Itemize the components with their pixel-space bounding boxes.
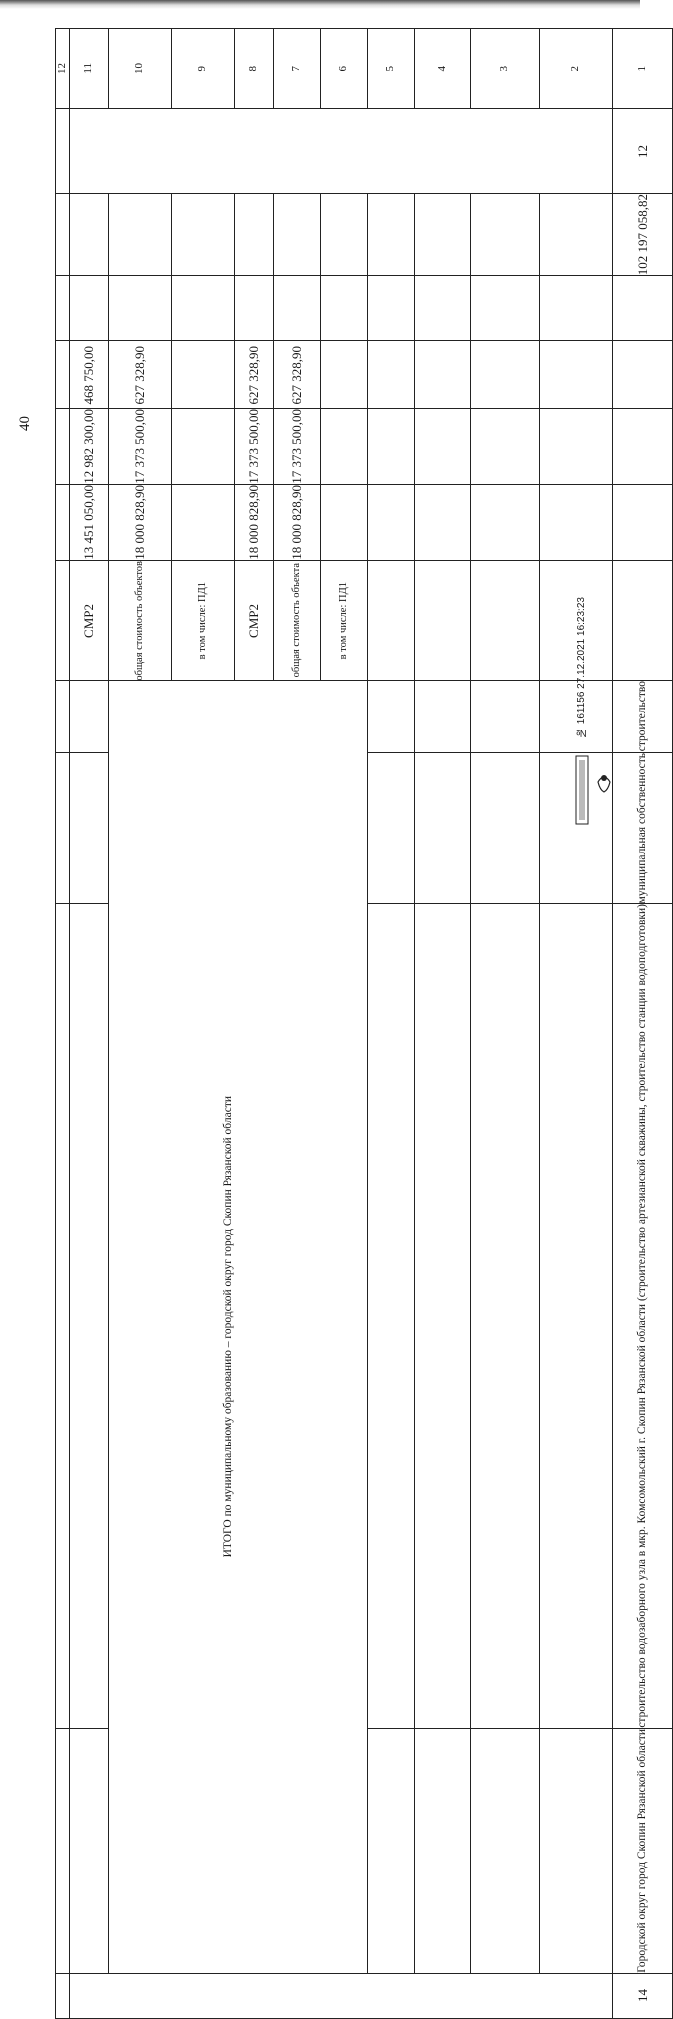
table-row: [56, 409, 673, 485]
page-number: 40: [17, 416, 33, 432]
cell-col5: строительство: [613, 681, 673, 752]
cell-total-col8: 17 373 500,00: [235, 409, 274, 485]
cell-total-col7: 18 000 828,90: [235, 485, 274, 561]
column-number: 9: [172, 29, 235, 109]
cell-total-col6: общая стоимость объекта: [274, 560, 321, 681]
cell-total-col6: СМР2: [235, 560, 274, 681]
cell-group1-col8: 12 982 300,00: [70, 409, 109, 485]
column-number: 2: [540, 29, 613, 109]
column-number: 11: [70, 29, 109, 109]
cell-total-col6: в том числе: ПД1: [321, 560, 368, 681]
cell-col11: 102 197 058,82: [613, 194, 673, 276]
document-stamp-text: № 161156 27.12.2021 16:23:23: [576, 597, 587, 739]
column-number: 6: [321, 29, 368, 109]
table-row: [56, 109, 673, 194]
emblem-icon: [570, 752, 618, 828]
column-number: 8: [235, 29, 274, 109]
column-number: 12: [56, 29, 70, 109]
cell-group1-col6: общая стоимость объектов: [109, 560, 172, 681]
cell-group1-col7: 13 451 050,00: [70, 485, 109, 561]
cell-total-col7: 18 000 828,90: [274, 485, 321, 561]
column-number-row: [56, 29, 673, 109]
cell-group1-col7: 18 000 828,90: [109, 485, 172, 561]
cell-group1-col9: 627 328,90: [109, 341, 172, 409]
data-table: [55, 28, 673, 2019]
cell-total-col8: 17 373 500,00: [274, 409, 321, 485]
cell-col3: строительство водозаборного узла в мкр. Комсомольский г. Скопин Рязанской области (строительство артезианской скважины, строительство станции водоподготовки): [613, 904, 673, 1729]
table-row: [56, 276, 673, 341]
column-number: 7: [274, 29, 321, 109]
cell-group1-col6: СМР2: [70, 560, 109, 681]
table-row: [56, 341, 673, 409]
cell-group1-col8: 17 373 500,00: [109, 409, 172, 485]
column-number: 10: [109, 29, 172, 109]
cell-total-col9: 627 328,90: [235, 341, 274, 409]
cell-col4: муниципальная собственность: [613, 752, 673, 903]
column-number: 4: [415, 29, 471, 109]
total-label-cell: ИТОГО по муниципальному образованию – городской округ город Скопин Рязанской области: [109, 681, 368, 1973]
cell-col1: 14: [613, 1973, 673, 2018]
table-row: [56, 194, 673, 276]
cell-group1-col9: 468 750,00: [70, 341, 109, 409]
cell-col12: 12: [613, 109, 673, 194]
cell-col2: Городской округ город Скопин Рязанской области: [613, 1728, 673, 1973]
column-number: 1: [613, 29, 673, 109]
table-row: [56, 1973, 673, 2018]
scan-edge: [0, 0, 640, 12]
column-number: 5: [368, 29, 415, 109]
column-number: 3: [471, 29, 540, 109]
table-row: [56, 485, 673, 561]
cell-total-col9: 627 328,90: [274, 341, 321, 409]
cell-group1-col6: в том числе: ПД1: [172, 560, 235, 681]
